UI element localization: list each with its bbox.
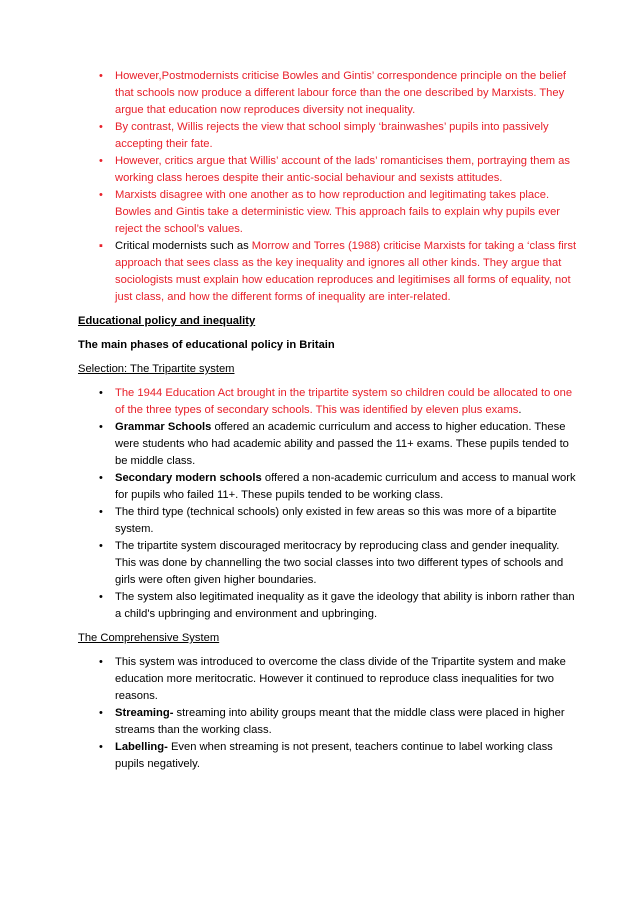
list-item-text: However,Postmodernists criticise Bowles and Gintis’ correspondence principle on the belief that schools now produce a different labour force than the one described by Marxists. They argue that education now reproduces diversity not inequality. — [115, 70, 567, 116]
list-item — [78, 153, 578, 187]
bullet-icon: • — [99, 506, 103, 518]
bullet-icon: • — [99, 707, 103, 719]
list-item-term: Streaming- — [115, 707, 174, 719]
list-item-text: The third type (technical schools) only existed in few areas so this was more of a bipartite system. — [115, 506, 557, 535]
top-bullet-list — [78, 68, 578, 306]
list-item-text: Morrow and Torres (1988) criticise Marxists for taking a ‘class first approach that sees class as the key inequality and ignores all other kinds. They argue that sociologists must explain how education reproduces and legitimises all forms of equality, not just class, and how the different forms of inequality are inter-related. — [115, 240, 577, 303]
list-item-text: The tripartite system discouraged meritocracy by reproducing class and gender inequality. This was done by channelling the two social classes into two different types of schools and girls were often given higher boundaries. — [115, 540, 564, 586]
bullet-icon: • — [99, 540, 103, 552]
list-item — [78, 470, 578, 504]
bullet-icon: • — [99, 189, 103, 201]
list-item-text: By contrast, Willis rejects the view that school simply ‘brainwashes’ pupils into passively accepting their fate. — [115, 121, 549, 150]
bullet-icon: • — [99, 70, 103, 82]
list-item — [78, 504, 578, 538]
list-item-term: Labelling- — [115, 741, 168, 753]
list-item-text: The system also legitimated inequality as it gave the ideology that ability is inborn rather than a child's upbringing and environment and upbringing. — [115, 591, 575, 620]
list-item — [78, 419, 578, 470]
heading-phases: The main phases of educational policy in Britain — [78, 339, 335, 351]
bullet-icon: • — [99, 591, 103, 603]
list-item — [78, 589, 578, 623]
list-item-punct: . — [518, 404, 522, 416]
bullet-icon: • — [99, 121, 103, 133]
heading-policy: Educational policy and inequality — [78, 315, 256, 327]
list-item-text: This system was introduced to overcome the class divide of the Tripartite system and make education more meritocratic. However it continued to reproduce class inequalities for two reasons. — [115, 656, 566, 702]
list-item-text: offered a non-academic curriculum and access to manual work for pupils who failed 11+. These pupils tended to be working class. — [115, 472, 576, 501]
bullet-icon: • — [99, 421, 103, 433]
heading-selection: Selection: The Tripartite system — [78, 363, 235, 375]
list-item-text: However, critics argue that Willis’ account of the lads’ romanticises them, portraying them as working class heroes despite their antic-social behaviour and sexists attitudes. — [115, 155, 570, 184]
bullet-icon: • — [99, 656, 103, 668]
list-item — [78, 739, 578, 773]
heading-comprehensive: The Comprehensive System — [78, 632, 220, 644]
bullet-icon: • — [99, 741, 103, 753]
list-item — [78, 119, 578, 153]
bullet-icon: ▪ — [99, 240, 103, 252]
list-item-lead: Critical modernists such as — [115, 240, 252, 252]
list-item — [78, 385, 578, 419]
list-item — [78, 705, 578, 739]
list-item — [78, 238, 578, 306]
bullet-icon: • — [99, 472, 103, 484]
bullet-icon: • — [99, 155, 103, 167]
list-item-text: The 1944 Education Act brought in the tripartite system so children could be allocated to one of the three types of secondary schools. This was identified by eleven plus exams — [115, 387, 573, 416]
list-item — [78, 538, 578, 589]
selection-bullet-list — [78, 385, 578, 623]
list-item-text: Marxists disagree with one another as to how reproduction and legitimating takes place. Bowles and Gintis take a deterministic view. This approach fails to explain why pupils ever reject the school’s values. — [115, 189, 561, 235]
list-item — [78, 68, 578, 119]
comprehensive-bullet-list — [78, 654, 578, 773]
list-item-text: Even when streaming is not present, teachers continue to label working class pupils negatively. — [115, 741, 553, 770]
list-item — [78, 187, 578, 238]
list-item-term: Secondary modern schools — [115, 472, 262, 484]
list-item — [78, 654, 578, 705]
list-item-text: streaming into ability groups meant that the middle class were placed in higher streams than the working class. — [115, 707, 565, 736]
list-item-text: offered an academic curriculum and access to higher education. These were students who had academic ability and passed the 11+ exams. These pupils tended to be middle class. — [115, 421, 569, 467]
bullet-icon: • — [99, 387, 103, 399]
list-item-term: Grammar Schools — [115, 421, 212, 433]
